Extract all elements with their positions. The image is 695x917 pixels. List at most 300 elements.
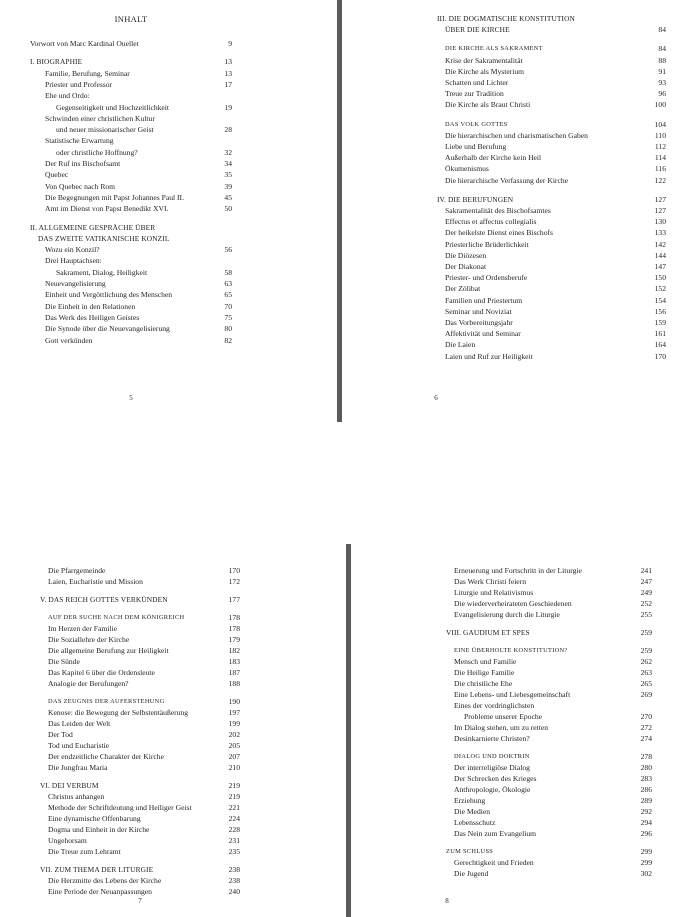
- toc-entry-page: 178: [228, 624, 240, 633]
- toc-heading: [446, 645, 652, 656]
- toc-entry-title: Schatten und Lichter: [445, 78, 509, 87]
- toc-entry: [40, 576, 240, 587]
- toc-entry-page: 238: [228, 865, 240, 874]
- toc-entry-title: VI. DEI VERBUM: [40, 781, 99, 790]
- toc-entry: [437, 175, 666, 186]
- toc-entry-title: Die Kirche als Braut Christi: [445, 100, 531, 110]
- toc-entry-title: II. ALLGEMEINE GESPRÄCHE ÜBER: [30, 222, 156, 232]
- toc-entry-page: 96: [658, 89, 666, 99]
- toc-entry-page: 252: [640, 599, 652, 608]
- toc-entry-title: Familien und Priestertum: [445, 295, 523, 305]
- toc-entry-title: Die Medien: [454, 807, 491, 816]
- toc-entry: [30, 124, 232, 135]
- toc-entry-page: 179: [228, 635, 240, 644]
- toc-entry: [40, 886, 240, 897]
- toc-entry-title: Die christliche Ehe: [454, 679, 513, 688]
- toc-entry-page: 82: [224, 335, 232, 345]
- toc-entry-title: Effectus et affectus collegialis: [445, 217, 537, 227]
- toc-entry-page: 221: [228, 803, 240, 812]
- toc-entry-page: 65: [224, 290, 232, 300]
- toc-entry: [446, 868, 652, 879]
- toc-entry-page: 263: [640, 668, 652, 677]
- toc-entry: [437, 317, 666, 328]
- toc-entry-page: 286: [640, 785, 652, 794]
- toc-entry-title: Desinkarnierte Christen?: [454, 734, 530, 743]
- toc-entry-title: Eines der vordringlichsten: [454, 701, 535, 710]
- toc-entry-page: 150: [654, 273, 666, 283]
- toc-entry-title: VIII. GAUDIUM ET SPES: [446, 628, 530, 637]
- toc-entry: [40, 791, 240, 802]
- toc-entry-page: 199: [228, 719, 240, 728]
- toc-entry: [446, 678, 652, 689]
- toc-heading: [446, 627, 652, 638]
- toc-entry-page: 156: [654, 306, 666, 316]
- toc-entry-page: 114: [654, 153, 666, 163]
- toc-entry: [446, 784, 652, 795]
- toc-entry: [446, 773, 652, 784]
- toc-entry: [446, 609, 652, 620]
- toc-entry-page: 127: [654, 194, 666, 204]
- toc-entry-page: 172: [228, 577, 240, 586]
- toc-entry: [437, 55, 666, 66]
- toc-heading: [40, 696, 240, 707]
- toc-entry-page: 197: [228, 708, 240, 717]
- toc-entry-page: 255: [640, 610, 652, 619]
- toc-entry-page: 219: [228, 792, 240, 801]
- toc-entry-page: 17: [224, 79, 232, 89]
- page-number: 6: [434, 394, 438, 402]
- toc-entry-page: 130: [654, 217, 666, 227]
- toc-entry: [446, 576, 652, 587]
- toc-entry: [30, 278, 232, 289]
- toc-entry: [446, 828, 652, 839]
- toc-entry-title: Die Jugend: [454, 869, 489, 878]
- toc-entry: [40, 813, 240, 824]
- page-number: 5: [129, 394, 133, 402]
- toc-entry-page: 259: [640, 628, 652, 637]
- toc-entry-title: Seminar und Noviziat: [445, 306, 512, 316]
- toc-entry: [437, 66, 666, 77]
- toc-entry: [446, 857, 652, 868]
- toc-page-5: [30, 12, 232, 412]
- toc-entry-title: Priester und Professor: [45, 79, 113, 89]
- toc-entry: [30, 323, 232, 334]
- toc-entry-page: 152: [654, 284, 666, 294]
- toc-entry-title: Methode der Schriftdeutung und Heiliger Geist: [48, 803, 192, 812]
- toc-entry-page: 142: [654, 239, 666, 249]
- toc-entry-title: Lebensschutz: [454, 818, 496, 827]
- toc-entry: [30, 335, 232, 346]
- toc-entry: [40, 824, 240, 835]
- toc-entry: [437, 250, 666, 261]
- toc-entry-title: Gegenseitigkeit und Hochzeitlichkeit: [56, 102, 170, 112]
- toc-heading: [446, 751, 652, 762]
- toc-entry-page: 100: [654, 100, 666, 110]
- toc-entry-page: 112: [654, 142, 666, 151]
- toc-entry-title: Die Pfarrgemeinde: [48, 566, 106, 575]
- toc-entry-title: Das Vorbereitungsjahr: [445, 318, 513, 327]
- toc-heading: [437, 13, 666, 24]
- toc-entry-page: 210: [228, 763, 240, 772]
- toc-heading: [40, 864, 240, 875]
- toc-entry-title: IV. DIE BERUFUNGEN: [437, 194, 514, 204]
- toc-entry-title: Die Synode über die Neuevangelisierung: [45, 324, 170, 334]
- toc-entry: [40, 762, 240, 773]
- toc-page-7: [40, 565, 240, 910]
- toc-entry-title: Evangelisierung durch die Liturgie: [454, 610, 560, 619]
- toc-entry-title: oder christliche Hoffnung?: [56, 147, 138, 157]
- toc-entry-page: 296: [640, 829, 652, 838]
- toc-entry-title: Ungehorsam: [48, 836, 87, 845]
- toc-entry-page: 231: [228, 836, 240, 845]
- toc-entry-page: 63: [224, 279, 232, 288]
- toc-entry-page: 50: [224, 204, 232, 214]
- toc-entry: [446, 667, 652, 678]
- toc-entry-title: Laien und Ruf zur Heiligkeit: [445, 351, 533, 361]
- toc-entry-title: Wozu ein Konzil?: [45, 245, 100, 255]
- toc-entry-title: Kenose: die Bewegung der Selbstentäußerung: [48, 708, 189, 717]
- toc-entry: [446, 565, 652, 576]
- toc-entry-title: Die Laien: [445, 340, 476, 350]
- toc-entry: [437, 306, 666, 317]
- toc-entry-page: 249: [640, 588, 652, 597]
- toc-entry-page: 302: [640, 869, 652, 878]
- gutter-bar-bottom: [346, 544, 351, 917]
- toc-entry-page: 159: [654, 318, 666, 327]
- toc-entry-page: 278: [640, 752, 652, 761]
- toc-entry-title: Die Sünde: [48, 657, 80, 666]
- toc-entry-page: 187: [228, 668, 240, 677]
- toc-entry-title: Tod und Eucharistie: [48, 741, 110, 750]
- toc-entry-title: VII. ZUM THEMA DER LITURGIE: [40, 865, 154, 874]
- toc-entry-page: 270: [640, 712, 652, 721]
- toc-entry-title: Von Quebec nach Rom: [45, 181, 116, 191]
- toc-entry-page: 272: [640, 723, 652, 732]
- toc-entry-title: Anthropologie, Ökologie: [454, 785, 531, 794]
- toc-entry: [40, 846, 240, 857]
- toc-entry-page: 299: [640, 858, 652, 867]
- toc-entry-title: Eine Lebens- und Liebesgemeinschaft: [454, 690, 571, 699]
- toc-entry-page: 56: [224, 245, 232, 255]
- toc-heading: [40, 780, 240, 791]
- toc-entry: [40, 667, 240, 678]
- toc-entry-page: 274: [640, 734, 652, 743]
- toc-entry-page: 170: [228, 566, 240, 575]
- toc-entry-title: Ehe und Ordo:: [45, 91, 90, 101]
- page-number: 8: [445, 897, 449, 905]
- toc-entry: [437, 239, 666, 250]
- toc-entry-page: 122: [654, 175, 666, 185]
- toc-entry-page: 28: [224, 125, 232, 135]
- toc-entry-page: 91: [658, 66, 666, 76]
- toc-entry: [30, 90, 232, 101]
- toc-entry-title: Der endzeitliche Charakter der Kirche: [48, 752, 164, 761]
- toc-entry-title: Eine Periode der Neuanpassungen: [48, 887, 152, 896]
- toc-entry: [437, 272, 666, 283]
- toc-entry: [446, 598, 652, 609]
- toc-entry-title: V. DAS REICH GOTTES VERKÜNDEN: [40, 595, 168, 604]
- toc-entry: [30, 203, 232, 214]
- toc-entry: [40, 656, 240, 667]
- toc-entry: [30, 255, 232, 266]
- toc-entry-title: Der interreligiöse Dialog: [454, 763, 530, 772]
- page-number: 7: [138, 897, 142, 905]
- toc-entry-title: EINE ÜBERHOLTE KONSTITUTION?: [454, 647, 568, 654]
- toc-entry: [437, 261, 666, 272]
- toc-entry-page: 190: [228, 697, 240, 706]
- toc-entry-title: Der Tod: [48, 730, 73, 739]
- toc-page-6: [434, 12, 666, 412]
- toc-entry: [40, 751, 240, 762]
- toc-entry-page: 240: [228, 887, 240, 896]
- toc-entry-page: 292: [640, 807, 652, 816]
- toc-entry-page: 188: [228, 679, 240, 688]
- toc-heading: [437, 43, 666, 54]
- toc-entry-page: 235: [228, 847, 240, 856]
- toc-entry-title: Die Heilige Familie: [454, 668, 515, 677]
- toc-entry-page: 104: [654, 119, 666, 129]
- toc-entry: [446, 817, 652, 828]
- toc-entry-title: Das Werk des Heiligen Geistes: [45, 312, 140, 322]
- toc-entry-page: 75: [224, 312, 232, 322]
- toc-entry-page: 45: [224, 192, 232, 202]
- toc-entry-title: Priesterliche Brüderlichkeit: [445, 239, 529, 249]
- toc-entry-page: 207: [228, 752, 240, 761]
- toc-entry-title: Die Soziallehre der Kirche: [48, 635, 130, 644]
- toc-entry-title: Liebe und Berufung: [445, 142, 507, 151]
- toc-entry: [30, 135, 232, 146]
- toc-entry-title: Die Einheit in den Relationen: [45, 301, 136, 311]
- toc-entry-page: 265: [640, 679, 652, 688]
- toc-entry: [446, 700, 652, 711]
- toc-entry-page: 177: [228, 595, 240, 604]
- toc-entry-title: Priester- und Ordensberufe: [445, 273, 528, 283]
- toc-entry-title: III. DIE DOGMATISCHE KONSTITUTION: [437, 14, 575, 23]
- toc-entry-title: Die wiederverheirateten Geschiedenen: [454, 599, 572, 608]
- toc-entry: [40, 740, 240, 751]
- toc-entry-page: 88: [658, 55, 666, 65]
- toc-entry: [446, 795, 652, 806]
- toc-entry-title: Gott verkünden: [45, 335, 93, 345]
- toc-entry: [30, 147, 232, 158]
- toc-heading: [30, 56, 232, 67]
- toc-entry-page: 183: [228, 657, 240, 666]
- toc-heading: [437, 194, 666, 205]
- toc-entry-title: DIALOG UND DOKTRIN: [454, 753, 530, 760]
- toc-entry: [40, 718, 240, 729]
- toc-entry-page: 262: [640, 657, 652, 666]
- toc-entry: [437, 328, 666, 339]
- toc-entry-title: Das Leiden der Welt: [48, 719, 111, 728]
- toc-entry: [40, 645, 240, 656]
- toc-entry-page: 32: [224, 147, 232, 157]
- toc-entry-page: 202: [228, 730, 240, 739]
- toc-entry-title: Quebec: [45, 170, 69, 180]
- toc-entry-page: 13: [224, 57, 232, 67]
- toc-entry-title: Die Treue zum Lehramt: [48, 847, 121, 856]
- toc-entry: [446, 722, 652, 733]
- toc-entry-page: 247: [640, 577, 652, 586]
- toc-entry-page: 219: [228, 781, 240, 790]
- toc-entry-title: Das Kapitel 6 über die Ordensleute: [48, 668, 155, 677]
- toc-entry-title: Außerhalb der Kirche kein Heil: [445, 153, 542, 163]
- toc-entry-page: 144: [654, 250, 666, 260]
- toc-entry: [30, 79, 232, 90]
- toc-entry-page: 127: [654, 206, 666, 215]
- toc-entry-title: Familie, Berufung, Seminar: [45, 68, 130, 78]
- toc-entry-title: AUF DER SUCHE NACH DEM KÖNIGREICH: [48, 614, 185, 621]
- toc-entry-page: 178: [228, 613, 240, 622]
- toc-entry-page: 34: [224, 159, 232, 168]
- toc-entry: [40, 678, 240, 689]
- toc-heading: [446, 846, 652, 857]
- toc-entry-title: Einheit und Vergöttlichung des Menschen: [45, 290, 173, 300]
- toc-entry: [437, 77, 666, 88]
- toc-entry: [30, 68, 232, 79]
- toc-entry: [40, 729, 240, 740]
- toc-entry: [437, 152, 666, 163]
- toc-entry-page: 161: [654, 329, 666, 339]
- toc-entry-page: 294: [640, 818, 652, 827]
- toc-entry: [40, 634, 240, 645]
- toc-entry-title: Ökumenismus: [445, 164, 489, 174]
- toc-entry: [30, 289, 232, 300]
- toc-entry-page: 170: [654, 351, 666, 361]
- toc-entry: [40, 623, 240, 634]
- toc-entry: [30, 38, 232, 49]
- toc-entry-title: Christus anhangen: [48, 792, 105, 801]
- toc-entry: [30, 244, 232, 255]
- gutter-bar-top: [337, 0, 342, 422]
- toc-entry-page: 133: [654, 228, 666, 238]
- toc-entry: [40, 875, 240, 886]
- toc-entry: [30, 113, 232, 124]
- toc-entry-title: Liturgie und Relativismus: [454, 588, 534, 597]
- toc-entry-title: Im Dialog stehen, um zu retten: [454, 723, 549, 732]
- toc-entry-page: 9: [228, 39, 232, 48]
- toc-entry-page: 154: [654, 295, 666, 305]
- toc-entry: [446, 587, 652, 598]
- toc-entry: [437, 24, 666, 35]
- toc-entry: [30, 312, 232, 323]
- toc-entry-title: Der Schrecken des Krieges: [454, 774, 537, 783]
- toc-entry-page: 84: [658, 44, 666, 54]
- toc-entry: [437, 99, 666, 110]
- toc-entry: [437, 130, 666, 141]
- toc-entry: [446, 711, 652, 722]
- toc-entry-title: Das Werk Christi feiern: [454, 577, 527, 586]
- toc-entry-title: DAS ZWEITE VATIKANISCHE KONZIL: [38, 233, 170, 243]
- toc-entry-page: 70: [224, 301, 232, 311]
- toc-entry: [30, 102, 232, 113]
- toc-entry-title: ZUM SCHLUSS: [446, 848, 494, 855]
- toc-entry-page: 164: [654, 340, 666, 350]
- toc-entry-title: ÜBER DIE KIRCHE: [445, 25, 510, 35]
- toc-entry-title: Eine dynamische Offenbarung: [48, 814, 141, 823]
- toc-entry: [437, 88, 666, 99]
- toc-entry-page: 269: [640, 690, 652, 699]
- toc-entry-page: 228: [228, 825, 240, 834]
- toc-entry: [30, 169, 232, 180]
- toc-entry-title: Die Kirche als Mysterium: [445, 66, 525, 76]
- toc-entry: [30, 233, 232, 244]
- toc-entry-title: und neuer missionarischer Geist: [56, 125, 154, 135]
- toc-entry-title: Neuevangelisierung: [45, 279, 106, 288]
- toc-entry: [30, 192, 232, 203]
- toc-entry-page: 283: [640, 774, 652, 783]
- toc-entry-page: 116: [654, 164, 666, 174]
- toc-entry-page: 280: [640, 763, 652, 772]
- toc-entry-title: Laien, Eucharistie und Mission: [48, 577, 143, 586]
- toc-entry: [40, 835, 240, 846]
- toc-heading: [30, 222, 232, 233]
- toc-heading: [40, 594, 240, 605]
- toc-entry-page: 259: [640, 646, 652, 655]
- toc-entry-page: 147: [654, 262, 666, 271]
- toc-entry-page: 182: [228, 646, 240, 655]
- toc-entry-title: Treue zur Tradition: [445, 89, 504, 99]
- toc-entry-title: Drei Hauptachsen:: [45, 256, 102, 266]
- toc-entry-page: 84: [658, 25, 666, 35]
- toc-entry: [437, 205, 666, 216]
- toc-entry-page: 238: [228, 876, 240, 885]
- toc-heading: [437, 119, 666, 130]
- toc-entry: [446, 656, 652, 667]
- toc-entry-title: Sakramentalität des Bischofsamtes: [445, 206, 551, 215]
- toc-entry-page: 58: [224, 267, 232, 277]
- toc-entry-page: 19: [224, 102, 232, 112]
- toc-entry-title: Gerechtigkeit und Frieden: [454, 858, 534, 867]
- toc-heading: [40, 612, 240, 623]
- toc-page-8: [446, 565, 652, 910]
- toc-entry-title: Mensch und Familie: [454, 657, 517, 666]
- toc-entry: [437, 163, 666, 174]
- toc-entry: [30, 301, 232, 312]
- toc-entry-title: Im Herzen der Familie: [48, 624, 117, 633]
- toc-entry: [446, 689, 652, 700]
- toc-entry-page: 93: [658, 78, 666, 87]
- toc-entry: [40, 707, 240, 718]
- toc-entry-title: Statistische Erwartung: [45, 136, 114, 146]
- toc-entry-page: 205: [228, 741, 240, 750]
- toc-entry-title: Der Zölibat: [445, 284, 481, 294]
- toc-entry: [30, 267, 232, 278]
- toc-entry: [437, 295, 666, 306]
- toc-entry-page: 39: [224, 181, 232, 191]
- toc-entry: [437, 216, 666, 227]
- toc-entry: [40, 802, 240, 813]
- toc-entry: [437, 227, 666, 238]
- toc-entry: [446, 806, 652, 817]
- toc-entry-page: 289: [640, 796, 652, 805]
- toc-entry-title: Die hierarchischen und charismatischen Gaben: [445, 130, 588, 140]
- toc-entry: [437, 351, 666, 362]
- toc-entry-title: Der heikelste Dienst eines Bischofs: [445, 228, 553, 238]
- toc-entry: [446, 762, 652, 773]
- toc-entry: [437, 339, 666, 350]
- toc-entry-title: Vorwort von Marc Kardinal Ouellet: [30, 39, 139, 48]
- toc-entry-title: Sakrament, Dialog, Heiligkeit: [56, 267, 148, 277]
- toc-entry-page: 224: [228, 814, 240, 823]
- toc-entry-title: Erziehung: [454, 796, 486, 805]
- toc-entry: [437, 283, 666, 294]
- toc-entry-title: Die allgemeine Berufung zur Heiligkeit: [48, 646, 169, 655]
- toc-entry-title: Analogie der Berufungen?: [48, 679, 129, 688]
- toc-entry-title: Affektivität und Seminar: [445, 329, 521, 339]
- toc-entry-title: Erneuerung und Fortschritt in der Liturgie: [454, 566, 582, 575]
- toc-entry-title: Der Diakonat: [445, 262, 487, 271]
- toc-title: INHALT: [114, 14, 148, 24]
